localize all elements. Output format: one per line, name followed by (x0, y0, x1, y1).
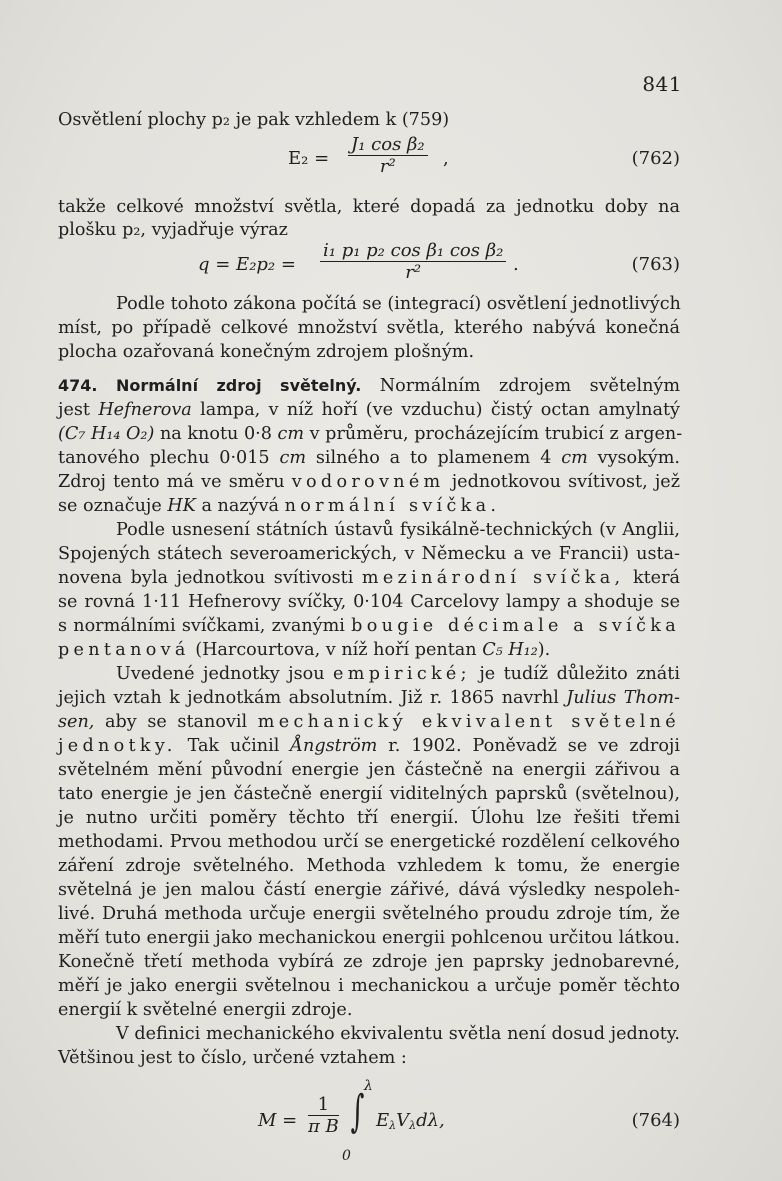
paragraph-line: plocha ozařovaná konečným zdrojem plošným. (58, 342, 475, 362)
paragraph-line (58, 470, 680, 494)
section-heading-line (58, 374, 680, 398)
chemical-formula: C₅ H₁₂ (482, 640, 538, 660)
eq762-numerator: J₁ cos β₂ (348, 134, 428, 156)
spaced-term: pentanová (58, 640, 190, 660)
spaced-term: empirické; (333, 664, 471, 684)
paragraph-line: měří tuto energii jako mechanickou energii pohlcenou určitou látkou. (58, 928, 680, 948)
spaced-term: bougie décimale a svíčka (351, 616, 680, 636)
paragraph-line: se rovná 1·11 Hefnerovy svíčky, 0·104 Carcelovy lampy a shoduje se (58, 592, 680, 612)
equation-763 (58, 240, 680, 290)
eq764-sub: λ (409, 1119, 417, 1132)
text-span: (Harcourtova, v níž hoří pentan (189, 640, 483, 660)
spaced-term: mezinárodní svíčka, (361, 568, 625, 588)
spaced-term: normální svíčka. (284, 496, 501, 516)
integral-sign: ∫ (350, 1086, 365, 1137)
eq762-lhs: E₂ = (288, 148, 330, 169)
eq763-lhs: q = E₂p₂ = (198, 254, 296, 275)
unit: cm (561, 448, 588, 468)
chemical-formula: (C₇ H₁₄ O₂) (58, 424, 155, 444)
person-name: Hefnerova (98, 400, 192, 420)
paragraph-line: záření zdroje světelného. Methoda vzhledem k tomu, že energie (58, 856, 680, 876)
paragraph-line (58, 662, 680, 686)
eq764-lower-limit: 0 (342, 1148, 351, 1164)
spaced-term: mechanický ekvivalent světelné (257, 712, 680, 732)
eq762-denominator: r² (379, 156, 396, 177)
eq764-denominator: π B (308, 1116, 339, 1137)
unit: cm (279, 448, 307, 468)
text-span: novena byla jednotkou svítivosti (58, 568, 362, 588)
eq763-fraction (320, 240, 506, 283)
section-text: Normálním zdrojem světelným (379, 376, 681, 396)
paragraph-line (58, 494, 680, 518)
text-span: r. 1902. Poněvadž se ve zdroji (377, 736, 680, 756)
paragraph-line (58, 446, 680, 470)
spaced-term: vodorovném (291, 472, 445, 492)
text-span: jest (58, 400, 99, 420)
paragraph-line: Podle tohoto zákona počítá se (integrací) osvětlení jednotlivých (116, 294, 681, 314)
text-span: Uvedené jednotky jsou (116, 664, 333, 684)
text-span: je tudíž důležito znáti (470, 664, 680, 684)
paragraph-line (58, 734, 680, 758)
text-span: tanového plechu 0·015 (58, 448, 280, 468)
paragraph-line: takže celkové množství světla, které dopadá za jednotku doby na (58, 197, 680, 217)
spaced-term: jednotky. (58, 736, 177, 756)
page-number: 841 (642, 72, 682, 96)
paragraph-line: světelném mění původní energie jen částečně na energii zářivou a (58, 760, 680, 780)
paragraph-line: Podle usnesení státních ústavů fysikálně-technických (v Anglii, (116, 520, 680, 540)
person-name: Ångström (290, 736, 378, 756)
text-span: jednotkovou svítivost, jež (444, 472, 680, 492)
eq763-numerator: i₁ p₁ p₂ cos β₁ cos β₂ (320, 240, 506, 262)
paragraph-line: měří je jako energii světelnou i mechanickou a určuje poměr těchto (58, 976, 680, 996)
section-title: Normální zdroj světelný. (115, 376, 362, 395)
text-span: lampa, v níž hoří (ve vzduchu) čistý octan amylnatý (191, 400, 680, 420)
eq764-fraction (308, 1094, 339, 1137)
eq763-label: (763) (631, 254, 680, 275)
paragraph-line: plošku p₂, vyjadřuje výraz (58, 220, 288, 240)
text-span: jejich vztah k jednotkám absolutním. Již r. 1865 navrhl (58, 688, 567, 708)
eq764-e: E (376, 1110, 390, 1131)
text-span: ). (537, 640, 551, 660)
text-span: vysokým. (587, 448, 681, 468)
paragraph-line (58, 422, 683, 446)
text-span: Tak učinil (176, 736, 291, 756)
paragraph-line: je nutno určiti poměry těchto tří energií. Úlohu lze řešiti třemi (58, 808, 680, 828)
equation-764 (58, 1078, 680, 1168)
eq763-tail: . (513, 254, 519, 275)
eq764-v: V (396, 1110, 410, 1131)
paragraph-line: míst, po případě celkové množství světla, kterého nabývá konečná (58, 318, 680, 338)
paragraph-line (58, 638, 680, 662)
symbol: HK (167, 496, 196, 516)
text-span: na knotu 0·8 (154, 424, 278, 444)
paragraph-line: Většinou jest to číslo, určené vztahem : (58, 1048, 407, 1068)
paragraph-line (58, 398, 680, 422)
eq764-lhs: M = (258, 1110, 298, 1131)
text-span: v průměru, procházejícím trubicí z argen- (304, 424, 683, 444)
paragraph-line (58, 614, 680, 638)
eq764-numerator: 1 (308, 1094, 339, 1116)
paragraph-line: světelná je jen malou částí energie zářivé, dává výsledky nespoleh- (58, 880, 680, 900)
eq764-upper-limit: λ (364, 1078, 373, 1094)
eq762-fraction (348, 134, 428, 177)
person-name: Julius Thom- (566, 688, 680, 708)
text-span: s normálními svíčkami, zvanými (58, 616, 352, 636)
text-span: která (624, 568, 680, 588)
paragraph-line: methodami. Prvou methodou určí se energetické rozdělení celkového (58, 832, 680, 852)
equation-762 (58, 134, 680, 184)
text-span: silného a to plamenem 4 (306, 448, 562, 468)
eq762-label: (762) (631, 148, 680, 169)
text-span: aby se stanovil (94, 712, 258, 732)
paragraph-line (58, 710, 680, 734)
eq764-label: (764) (631, 1110, 680, 1131)
eq762-tail: , (443, 148, 449, 169)
eq764-integrand (376, 1110, 445, 1132)
text-span: a nazývá (195, 496, 285, 516)
person-name: sen, (58, 712, 95, 732)
unit: cm (277, 424, 305, 444)
paragraph-line (58, 686, 680, 710)
paragraph-line (58, 566, 680, 590)
paragraph-line: V definici mechanického ekvivalentu světla není dosud jednoty. (116, 1024, 680, 1044)
paragraph-line: Osvětlení plochy p₂ je pak vzhledem k (759) (58, 110, 450, 130)
text-span: Zdroj tento má ve směru (58, 472, 292, 492)
paragraph-line: tato energie je jen částečně energií viditelných paprsků (světelnou), (58, 784, 680, 804)
eq763-denominator: r² (405, 262, 422, 283)
text-span: se označuje (58, 496, 168, 516)
paragraph-line: livé. Druhá methoda určuje energii světelného proudu zdroje tím, že (58, 904, 680, 924)
paragraph-line: Spojených státech severoamerických, v Německu a ve Francii) usta- (58, 544, 680, 564)
section-number: 474. (58, 376, 98, 395)
paragraph-line: energií k světelné energii zdroje. (58, 1000, 353, 1020)
eq764-sub: λ (389, 1119, 397, 1132)
eq764-differential: dλ, (416, 1110, 445, 1131)
paragraph-line: Konečně třetí methoda vybírá ze zdroje jen paprsky jednobarevné, (58, 952, 680, 972)
